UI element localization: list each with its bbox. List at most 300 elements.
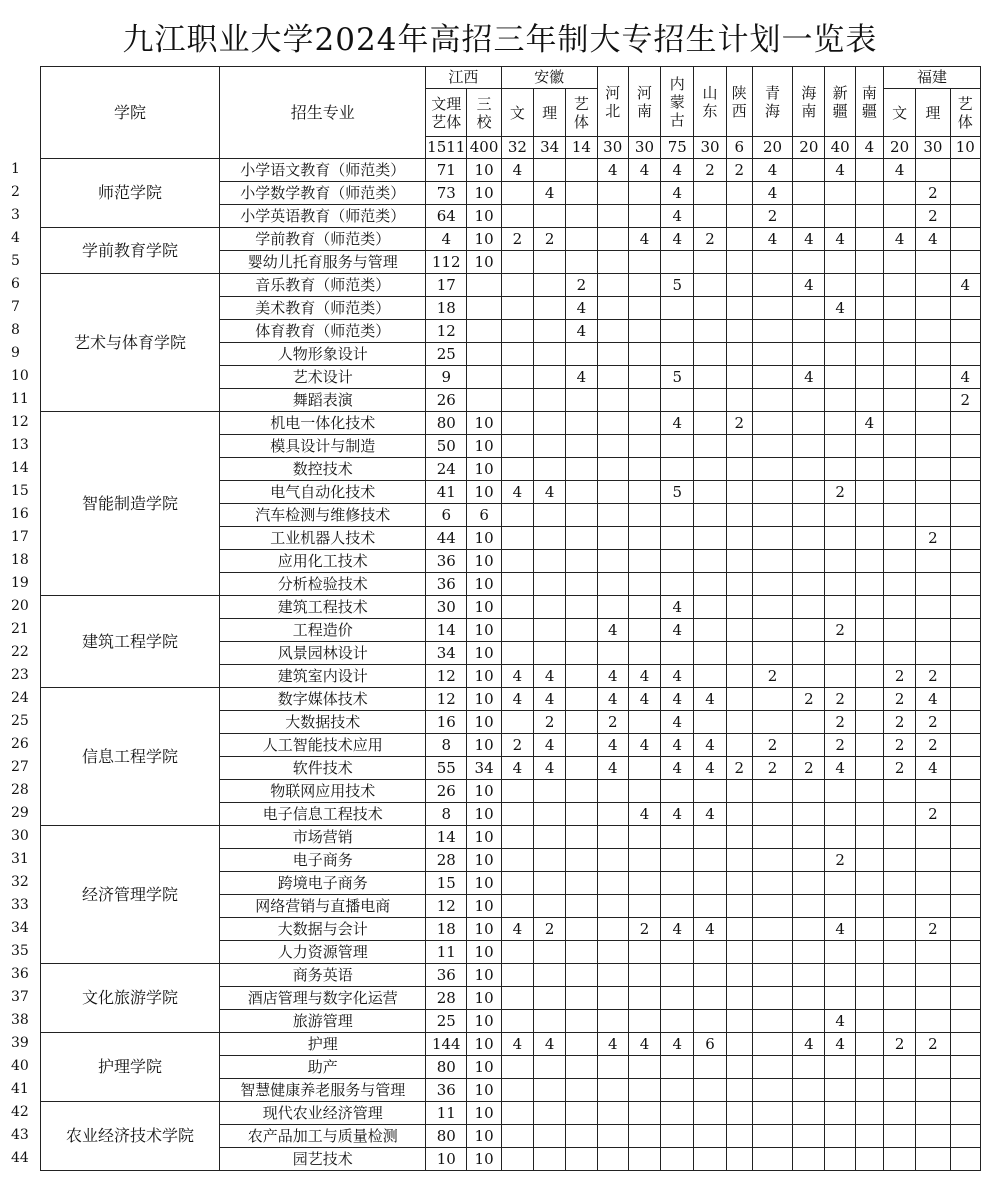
quota-cell <box>628 481 660 504</box>
quota-cell <box>883 320 915 343</box>
quota-cell <box>694 872 726 895</box>
table-row <box>9 159 981 182</box>
quota-cell <box>793 941 825 964</box>
quota-cell: 4 <box>566 297 597 320</box>
quota-cell <box>501 320 533 343</box>
quota-cell: 4 <box>661 182 694 205</box>
quota-cell <box>883 389 915 412</box>
quota-cell <box>916 573 950 596</box>
quota-cell: 2 <box>534 711 566 734</box>
quota-cell: 4 <box>950 366 980 389</box>
quota-cell <box>825 550 855 573</box>
quota-cell: 4 <box>825 228 855 251</box>
quota-total: 40 <box>825 137 855 159</box>
quota-cell <box>916 964 950 987</box>
quota-total: 4 <box>855 137 883 159</box>
quota-cell: 10 <box>467 941 501 964</box>
quota-cell <box>855 504 883 527</box>
quota-cell <box>950 573 980 596</box>
quota-cell: 10 <box>467 642 501 665</box>
quota-cell <box>566 757 597 780</box>
major-name: 建筑工程技术 <box>220 596 426 619</box>
quota-cell <box>694 320 726 343</box>
quota-cell <box>793 596 825 619</box>
table-row <box>9 1033 981 1056</box>
quota-cell: 36 <box>426 964 467 987</box>
quota-cell: 4 <box>501 688 533 711</box>
quota-cell <box>950 1079 980 1102</box>
quota-cell <box>694 1102 726 1125</box>
quota-cell <box>694 504 726 527</box>
quota-cell: 6 <box>467 504 501 527</box>
quota-cell <box>628 1125 660 1148</box>
quota-cell <box>855 665 883 688</box>
quota-cell <box>661 964 694 987</box>
quota-cell <box>694 435 726 458</box>
quota-cell: 10 <box>467 435 501 458</box>
quota-cell <box>950 1125 980 1148</box>
quota-cell <box>628 872 660 895</box>
quota-cell <box>825 205 855 228</box>
row-number: 39 <box>11 1035 29 1052</box>
quota-cell <box>597 780 628 803</box>
quota-cell: 4 <box>501 481 533 504</box>
quota-cell <box>566 389 597 412</box>
quota-cell <box>883 274 915 297</box>
quota-cell <box>566 964 597 987</box>
row-number: 29 <box>11 805 29 822</box>
quota-cell <box>950 550 980 573</box>
quota-cell: 4 <box>752 182 792 205</box>
quota-cell <box>726 964 752 987</box>
quota-cell <box>628 274 660 297</box>
quota-cell <box>825 780 855 803</box>
quota-cell: 4 <box>628 1033 660 1056</box>
quota-cell <box>566 343 597 366</box>
quota-cell <box>752 596 792 619</box>
sub-header: 艺 体 <box>566 89 597 137</box>
quota-cell <box>950 688 980 711</box>
row-number: 40 <box>11 1058 29 1075</box>
quota-cell <box>597 1125 628 1148</box>
page-title: 九江职业大学2024年高招三年制大专招生计划一览表 <box>122 22 878 58</box>
row-number: 13 <box>11 437 29 454</box>
quota-cell <box>566 642 597 665</box>
quota-cell <box>534 435 566 458</box>
quota-cell <box>501 895 533 918</box>
quota-cell <box>752 458 792 481</box>
quota-cell <box>694 895 726 918</box>
major-name: 网络营销与直播电商 <box>220 895 426 918</box>
quota-cell <box>916 1102 950 1125</box>
quota-cell: 4 <box>825 1033 855 1056</box>
quota-cell <box>534 251 566 274</box>
quota-cell <box>566 665 597 688</box>
quota-cell <box>855 596 883 619</box>
quota-cell <box>752 251 792 274</box>
quota-cell <box>534 1102 566 1125</box>
quota-cell <box>694 780 726 803</box>
quota-cell: 17 <box>426 274 467 297</box>
quota-cell <box>950 412 980 435</box>
quota-cell <box>597 1148 628 1171</box>
row-number: 21 <box>11 621 29 638</box>
quota-cell <box>950 1056 980 1079</box>
quota-cell <box>726 987 752 1010</box>
row-number: 25 <box>11 713 29 730</box>
quota-cell <box>855 711 883 734</box>
quota-cell <box>534 849 566 872</box>
quota-cell: 10 <box>467 665 501 688</box>
quota-cell <box>752 412 792 435</box>
quota-cell: 4 <box>628 665 660 688</box>
quota-cell <box>726 1056 752 1079</box>
row-number: 37 <box>11 989 29 1006</box>
quota-cell <box>501 435 533 458</box>
quota-cell <box>883 1056 915 1079</box>
quota-cell <box>694 619 726 642</box>
row-number: 10 <box>11 368 29 385</box>
quota-cell: 10 <box>467 1033 501 1056</box>
quota-cell <box>597 320 628 343</box>
quota-cell: 10 <box>467 734 501 757</box>
quota-cell <box>855 619 883 642</box>
quota-cell: 10 <box>467 1079 501 1102</box>
major-name: 软件技术 <box>220 757 426 780</box>
quota-cell <box>825 1125 855 1148</box>
quota-cell <box>752 320 792 343</box>
quota-cell <box>628 757 660 780</box>
quota-cell <box>950 1010 980 1033</box>
quota-cell <box>950 596 980 619</box>
quota-cell: 4 <box>534 734 566 757</box>
major-name: 大数据与会计 <box>220 918 426 941</box>
quota-cell: 10 <box>467 780 501 803</box>
quota-total: 14 <box>566 137 597 159</box>
quota-cell: 10 <box>467 1102 501 1125</box>
quota-cell <box>661 826 694 849</box>
major-name: 音乐教育（师范类） <box>220 274 426 297</box>
quota-cell <box>628 504 660 527</box>
quota-cell <box>950 734 980 757</box>
quota-cell: 144 <box>426 1033 467 1056</box>
quota-cell <box>726 435 752 458</box>
quota-cell: 4 <box>825 159 855 182</box>
quota-cell <box>597 642 628 665</box>
major-name: 机电一体化技术 <box>220 412 426 435</box>
major-name: 艺术设计 <box>220 366 426 389</box>
quota-cell <box>694 573 726 596</box>
row-number: 9 <box>11 345 20 362</box>
quota-cell: 2 <box>883 711 915 734</box>
quota-cell: 12 <box>426 320 467 343</box>
quota-cell <box>534 941 566 964</box>
quota-cell <box>597 527 628 550</box>
quota-cell: 2 <box>883 665 915 688</box>
quota-cell: 64 <box>426 205 467 228</box>
quota-cell <box>467 274 501 297</box>
sub-header: 三 校 <box>467 89 501 137</box>
quota-cell <box>661 1010 694 1033</box>
quota-cell <box>501 780 533 803</box>
quota-cell: 2 <box>566 274 597 297</box>
quota-cell <box>726 803 752 826</box>
quota-cell <box>694 1010 726 1033</box>
major-name: 工业机器人技术 <box>220 527 426 550</box>
row-number: 18 <box>11 552 29 569</box>
quota-cell <box>883 987 915 1010</box>
quota-cell <box>534 619 566 642</box>
quota-cell <box>501 619 533 642</box>
quota-cell <box>566 1079 597 1102</box>
major-name: 体育教育（师范类） <box>220 320 426 343</box>
quota-cell <box>661 251 694 274</box>
quota-cell <box>661 941 694 964</box>
quota-cell <box>534 343 566 366</box>
quota-cell: 4 <box>661 1033 694 1056</box>
quota-cell <box>534 1148 566 1171</box>
quota-cell: 4 <box>950 274 980 297</box>
quota-cell: 4 <box>566 320 597 343</box>
quota-cell <box>793 1056 825 1079</box>
major-name: 商务英语 <box>220 964 426 987</box>
quota-cell: 4 <box>916 757 950 780</box>
quota-cell <box>726 504 752 527</box>
quota-cell <box>597 1079 628 1102</box>
quota-cell: 4 <box>661 205 694 228</box>
quota-cell <box>950 458 980 481</box>
quota-cell: 2 <box>825 849 855 872</box>
quota-cell <box>855 1056 883 1079</box>
quota-cell <box>501 573 533 596</box>
table-row <box>9 274 981 297</box>
quota-cell <box>883 895 915 918</box>
quota-cell: 80 <box>426 1125 467 1148</box>
quota-cell <box>793 826 825 849</box>
quota-cell <box>566 527 597 550</box>
quota-cell <box>855 573 883 596</box>
row-number: 14 <box>11 460 29 477</box>
quota-cell <box>752 389 792 412</box>
quota-cell <box>694 642 726 665</box>
quota-cell <box>694 849 726 872</box>
quota-cell <box>661 389 694 412</box>
quota-cell: 2 <box>628 918 660 941</box>
quota-cell <box>628 527 660 550</box>
quota-cell: 10 <box>467 619 501 642</box>
quota-cell <box>825 504 855 527</box>
row-number: 44 <box>11 1150 29 1167</box>
college-name: 师范学院 <box>40 159 220 228</box>
quota-cell <box>752 642 792 665</box>
major-name: 分析检验技术 <box>220 573 426 596</box>
quota-cell <box>726 366 752 389</box>
quota-cell <box>726 711 752 734</box>
quota-total: 34 <box>534 137 566 159</box>
quota-cell <box>825 389 855 412</box>
quota-cell: 4 <box>534 182 566 205</box>
quota-cell <box>825 826 855 849</box>
quota-cell <box>628 964 660 987</box>
quota-cell: 10 <box>467 596 501 619</box>
quota-cell: 10 <box>467 458 501 481</box>
quota-cell: 4 <box>597 619 628 642</box>
sub-header: 理 <box>916 89 950 137</box>
quota-cell <box>534 274 566 297</box>
quota-cell <box>566 412 597 435</box>
quota-cell <box>726 941 752 964</box>
quota-cell: 12 <box>426 665 467 688</box>
quota-cell <box>883 343 915 366</box>
quota-cell: 36 <box>426 573 467 596</box>
row-number: 4 <box>11 230 20 247</box>
quota-cell <box>793 711 825 734</box>
quota-cell: 4 <box>628 159 660 182</box>
quota-cell <box>597 964 628 987</box>
quota-cell: 73 <box>426 182 467 205</box>
quota-cell <box>694 481 726 504</box>
quota-cell <box>467 297 501 320</box>
quota-cell: 10 <box>467 849 501 872</box>
quota-cell <box>855 872 883 895</box>
quota-cell: 10 <box>467 205 501 228</box>
quota-cell <box>566 941 597 964</box>
quota-cell <box>825 274 855 297</box>
quota-cell <box>825 251 855 274</box>
quota-cell <box>628 458 660 481</box>
quota-cell <box>916 343 950 366</box>
row-number: 20 <box>11 598 29 615</box>
quota-cell: 30 <box>426 596 467 619</box>
major-name: 助产 <box>220 1056 426 1079</box>
quota-cell: 26 <box>426 780 467 803</box>
quota-cell <box>661 1102 694 1125</box>
quota-cell <box>883 573 915 596</box>
quota-cell <box>661 895 694 918</box>
quota-cell <box>752 826 792 849</box>
quota-cell: 50 <box>426 435 467 458</box>
quota-cell <box>726 527 752 550</box>
quota-cell <box>855 182 883 205</box>
quota-cell <box>916 987 950 1010</box>
quota-cell <box>883 366 915 389</box>
quota-total: 20 <box>883 137 915 159</box>
quota-cell <box>501 941 533 964</box>
quota-cell: 2 <box>534 918 566 941</box>
quota-cell: 5 <box>661 481 694 504</box>
quota-cell: 4 <box>752 228 792 251</box>
quota-cell <box>501 1079 533 1102</box>
quota-cell <box>855 895 883 918</box>
quota-cell <box>726 481 752 504</box>
quota-cell: 36 <box>426 550 467 573</box>
quota-cell <box>628 941 660 964</box>
quota-cell <box>883 527 915 550</box>
quota-cell: 112 <box>426 251 467 274</box>
quota-cell: 4 <box>426 228 467 251</box>
quota-cell <box>793 895 825 918</box>
quota-cell <box>501 504 533 527</box>
quota-cell: 2 <box>694 228 726 251</box>
quota-cell <box>534 159 566 182</box>
quota-cell: 10 <box>467 964 501 987</box>
quota-cell: 10 <box>467 1125 501 1148</box>
quota-cell <box>752 1102 792 1125</box>
quota-cell <box>883 1102 915 1125</box>
quota-cell <box>628 987 660 1010</box>
quota-cell: 4 <box>661 757 694 780</box>
major-name: 小学语文教育（师范类） <box>220 159 426 182</box>
quota-cell: 2 <box>950 389 980 412</box>
quota-cell <box>825 343 855 366</box>
quota-cell <box>752 343 792 366</box>
quota-cell <box>752 918 792 941</box>
major-name: 人力资源管理 <box>220 941 426 964</box>
quota-cell <box>825 964 855 987</box>
quota-cell <box>916 159 950 182</box>
quota-cell <box>793 642 825 665</box>
quota-cell <box>628 1079 660 1102</box>
quota-cell: 10 <box>467 481 501 504</box>
quota-cell: 4 <box>597 734 628 757</box>
enrollment-plan-table <box>9 66 981 1171</box>
quota-cell <box>534 550 566 573</box>
quota-cell <box>855 1125 883 1148</box>
quota-cell <box>950 918 980 941</box>
quota-cell: 10 <box>467 1056 501 1079</box>
quota-cell <box>916 941 950 964</box>
quota-cell <box>855 274 883 297</box>
quota-cell <box>726 550 752 573</box>
quota-cell <box>793 780 825 803</box>
quota-cell <box>950 849 980 872</box>
quota-cell <box>825 642 855 665</box>
quota-cell: 10 <box>467 573 501 596</box>
quota-cell <box>793 1010 825 1033</box>
quota-cell: 28 <box>426 987 467 1010</box>
quota-cell <box>752 504 792 527</box>
quota-cell <box>752 274 792 297</box>
sub-header: 艺 体 <box>950 89 980 137</box>
quota-cell <box>752 619 792 642</box>
quota-cell <box>752 803 792 826</box>
quota-cell <box>566 872 597 895</box>
quota-cell: 2 <box>825 711 855 734</box>
quota-cell <box>752 849 792 872</box>
quota-cell <box>694 941 726 964</box>
quota-cell <box>825 573 855 596</box>
quota-cell <box>597 343 628 366</box>
quota-cell <box>916 780 950 803</box>
quota-cell <box>534 458 566 481</box>
quota-cell <box>883 872 915 895</box>
quota-cell <box>597 872 628 895</box>
quota-cell <box>661 320 694 343</box>
quota-cell <box>597 1010 628 1033</box>
quota-cell <box>916 596 950 619</box>
quota-cell <box>628 366 660 389</box>
quota-cell: 2 <box>501 228 533 251</box>
quota-cell <box>534 1125 566 1148</box>
table-row <box>9 228 981 251</box>
row-number: 12 <box>11 414 29 431</box>
quota-total: 6 <box>726 137 752 159</box>
quota-cell: 2 <box>793 757 825 780</box>
quota-cell <box>950 1033 980 1056</box>
major-name: 旅游管理 <box>220 1010 426 1033</box>
quota-cell <box>793 1079 825 1102</box>
row-number: 11 <box>11 391 29 408</box>
